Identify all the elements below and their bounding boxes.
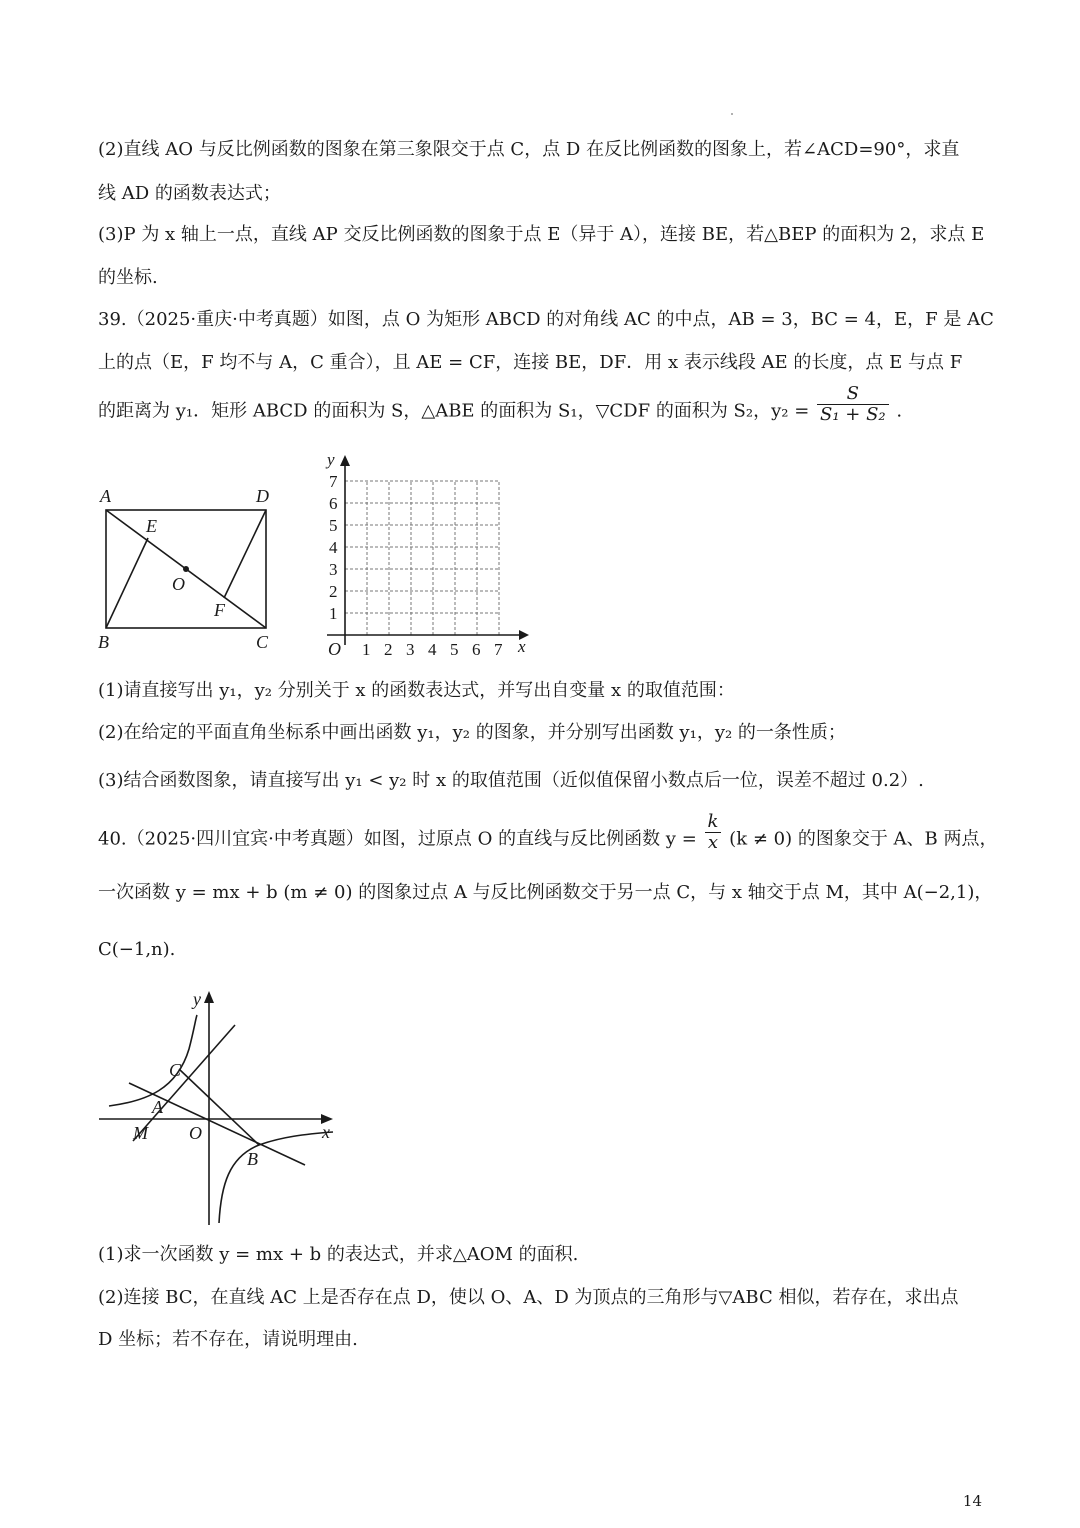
fig40-y-label: y	[193, 989, 201, 1009]
y-tick-label: 5	[329, 516, 338, 535]
fig40-label-b: B	[247, 1149, 258, 1169]
segment-be	[106, 538, 148, 628]
x-tick-labels	[362, 640, 503, 659]
q40-fraction-denominator: x	[707, 832, 719, 853]
q40-stem-line3: C(−1,n).	[98, 939, 176, 960]
label-b: B	[98, 632, 109, 652]
y-tick-label: 2	[329, 582, 338, 601]
grid-y-label: y	[327, 450, 335, 469]
q39-sub3: (3)结合函数图象，请直接写出 y₁ < y₂ 时 x 的取值范围（近似值保留小数点后一位，误差不超过 0.2）.	[98, 770, 924, 791]
q40-sub2-line2: D 坐标；若不存在，请说明理由.	[98, 1329, 358, 1350]
label-c: C	[256, 632, 269, 652]
q38-part2-line1: (2)直线 AO 与反比例函数的图象在第三象限交于点 C，点 D 在反比例函数的图象上，若∠ACD=90°，求直	[98, 139, 960, 160]
x-tick-label: 5	[450, 640, 459, 659]
q38-part3-line2: 的坐标.	[98, 267, 158, 288]
q39-stem-line3-text: 的距离为 y₁．矩形 ABCD 的面积为 S，△ABE 的面积为 S₁，▽CDF 的面积为 S₂，y₂ =	[98, 400, 810, 422]
x-tick-label: 7	[494, 640, 503, 659]
q39-rectangle-figure	[90, 480, 290, 660]
q39-stem-line3-end: .	[896, 400, 903, 422]
q40-fraction	[705, 812, 722, 853]
q39-stem-line3	[98, 383, 903, 425]
fig40-origin-label: O	[189, 1123, 202, 1143]
q40-stem-line1-text: 40.（2025·四川宜宾·中考真题）如图，过原点 O 的直线与反比例函数 y =	[98, 828, 697, 850]
q39-fraction-numerator: S	[817, 384, 889, 405]
x-tick-label: 3	[406, 640, 415, 659]
q39-sub1: (1)请直接写出 y₁，y₂ 分别关于 x 的函数表达式，并写出自变量 x 的取值范围：	[98, 680, 735, 701]
q40-sub1: (1)求一次函数 y = mx + b 的表达式，并求△AOM 的面积.	[98, 1244, 579, 1265]
q40-stem-line1	[98, 811, 998, 853]
fig40-label-a: A	[152, 1097, 163, 1117]
label-f: F	[214, 600, 225, 620]
x-tick-label: 2	[384, 640, 393, 659]
q39-sub2: (2)在给定的平面直角坐标系中画出函数 y₁，y₂ 的图象，并分别写出函数 y₁，y₂ 的一条性质；	[98, 722, 846, 743]
hyperbola-left-branch	[109, 1015, 197, 1106]
fig40-label-m: M	[133, 1123, 148, 1143]
grid-x-label: x	[518, 637, 526, 656]
grid-origin-label: O	[328, 639, 341, 659]
q38-part3-line1: (3)P 为 x 轴上一点，直线 AP 交反比例函数的图象于点 E（异于 A），连接 BE，若△BEP 的面积为 2，求点 E	[98, 224, 985, 245]
y-tick-label: 6	[329, 494, 338, 513]
label-e: E	[146, 516, 157, 536]
segment-df	[224, 510, 266, 598]
grid-lines	[345, 481, 499, 635]
q39-fraction	[817, 384, 889, 425]
q39-coordinate-grid	[315, 445, 540, 665]
center-point-o	[183, 566, 189, 572]
hyperbola-right-branch	[219, 1132, 333, 1223]
y-tick-labels	[329, 472, 338, 623]
y-axis-arrow	[340, 455, 350, 466]
q39-fraction-denominator: S₁ + S₂	[820, 404, 886, 425]
line-aob	[129, 1083, 305, 1165]
line-ac	[133, 1025, 235, 1141]
y-tick-label: 3	[329, 560, 338, 579]
q40-sub2-line1: (2)连接 BC，在直线 AC 上是否存在点 D，使以 O、A、D 为顶点的三角形与▽ABC 相似，若存在，求出点	[98, 1287, 959, 1308]
label-a: A	[100, 486, 111, 506]
x-tick-label: 1	[362, 640, 371, 659]
x-tick-label: 6	[472, 640, 481, 659]
label-d: D	[256, 486, 269, 506]
x-tick-label: 4	[428, 640, 437, 659]
q40-fraction-numerator: k	[705, 812, 722, 833]
q39-stem-line2: 上的点（E，F 均不与 A，C 重合），且 AE = CF，连接 BE，DF．用 x 表示线段 AE 的长度，点 E 与点 F	[98, 352, 963, 373]
y-tick-label: 7	[329, 472, 338, 491]
y-tick-label: 1	[329, 604, 338, 623]
page-number: 14	[962, 1492, 982, 1510]
scan-mark	[731, 113, 733, 115]
fig40-y-arrow	[204, 991, 214, 1003]
label-o: O	[172, 574, 185, 594]
q40-stem-line2: 一次函数 y = mx + b (m ≠ 0) 的图象过点 A 与反比例函数交于另一点 C，与 x 轴交于点 M，其中 A(−2,1)，	[98, 882, 993, 903]
fig40-label-c: C	[169, 1060, 182, 1080]
y-tick-label: 4	[329, 538, 338, 557]
q40-stem-line1-rest: (k ≠ 0) 的图象交于 A、B 两点，	[729, 828, 998, 850]
q38-part2-line2: 线 AD 的函数表达式；	[98, 183, 281, 204]
q39-stem-line1: 39.（2025·重庆·中考真题）如图，点 O 为矩形 ABCD 的对角线 AC 的中点，AB = 3，BC = 4，E，F 是 AC	[98, 309, 994, 330]
q40-figure	[95, 985, 345, 1230]
fig40-x-label: x	[322, 1122, 330, 1142]
